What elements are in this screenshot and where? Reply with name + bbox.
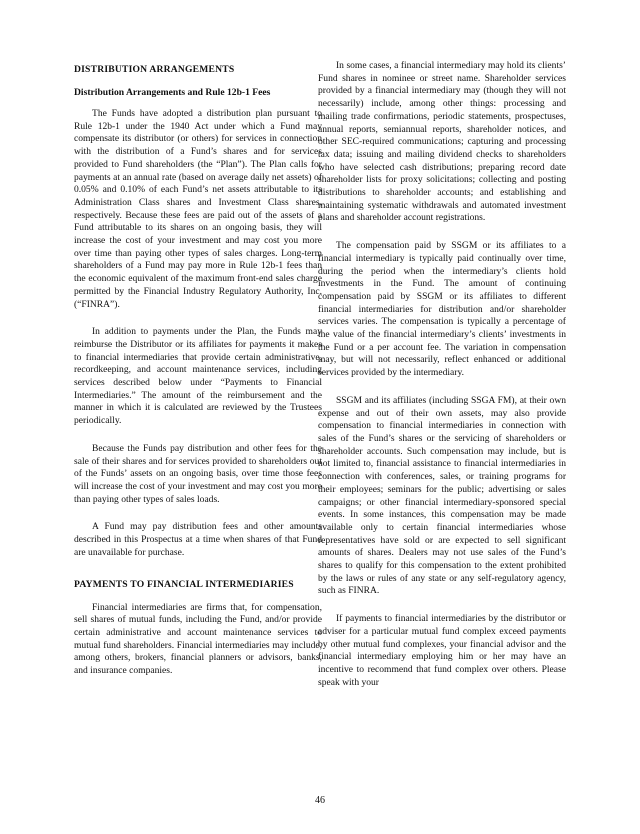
paragraph-ssgm-affiliates: SSGM and its affiliates (including SSGA FM), at their own expense and out of their own assets, may also provide compensation to financial intermediaries in connection with sales of the Fund’s shares or the servicing of shareholders or shareholder accounts. Such compensation may include, but is not limited to, financial assistance to financial intermediaries in connection with conferences, sales, or training programs for their employees; seminars for the public; advertising or sales campaigns; or other financial intermediary-sponsored special events. In some instances, this compensation may be made available only to certain financial intermediaries whose representatives have sold or are expected to sell significant amounts of shares. Dealers may not use sales of the Fund’s shares to qualify for this compensation to the extent prohibited by the laws or rules of any state or any self-regulatory agency, such as FINRA.: [318, 394, 566, 597]
paragraph-shareholder-services: In some cases, a financial intermediary may hold its clients’ Fund shares in nominee or street name. Shareholder services provided by a financial intermediary may (though they will not necessarily) include, among other things: processing and mailing trade confirmations, periodic statements, prospectuses, annual reports, semiannual reports, shareholder notices, and other SEC-required communications; capturing and processing tax data; issuing and mailing dividend checks to shareholders who have selected cash distributions; preparing record date shareholder lists for proxy solicitations; collecting and posting distributions to shareholder accounts; and establishing and maintaining systematic withdrawals and automated investment plans and shareholder account registrations.: [318, 60, 566, 224]
left-column: [74, 60, 322, 678]
paragraph-fees-over-time: Because the Funds pay distribution and other fees for the sale of their shares and for services provided to shareholders out of the Funds’ assets on an ongoing basis, over time those fees will increase the cost of your investment and may cost you more than paying other types of sales loads.: [74, 442, 322, 505]
right-column: [318, 60, 566, 689]
paragraph-compensation: The compensation paid by SSGM or its affiliates to a financial intermediary is typically paid continually over time, during the period when the intermediary’s clients hold investments in the Fund. The amount of continuing compensation paid by SSGM or its affiliates to different financial intermediaries for distribution and/or shareholder services varies. The compensation is typically a percentage of the value of the financial intermediary’s clients’ investments in the Fund or a per account fee. The variation in compensation may, but will not necessarily, reflect enhanced or additional services provided by the intermediary.: [318, 240, 566, 379]
page-number: 46: [315, 795, 325, 806]
paragraph-distribution-plan: The Funds have adopted a distribution plan pursuant to Rule 12b-1 under the 1940 Act under which a Fund may compensate its distributor (or others) for services in connection with the distribution of a Fund’s shares and for services provided to Fund shareholders (the “Plan”). The Plan calls for payments at an annual rate (based on average daily net assets) of 0.05% and 0.10% of each Fund’s net assets attributable to its Administration Class shares and Investment Class shares, respectively. Because these fees are paid out of the assets of a Fund attributable to its shares on an ongoing basis, they will increase the cost of your investment and may cost you more over time than paying other types of sales charges. Long-term shareholders of a Fund may pay more in Rule 12b-1 fees than the economic equivalent of the maximum front-end sales charge permitted by the Financial Industry Regulatory Authority, Inc. (“FINRA”).: [74, 108, 322, 310]
section-heading-payments: PAYMENTS TO FINANCIAL INTERMEDIARIES: [74, 578, 294, 590]
section-heading-distribution: DISTRIBUTION ARRANGEMENTS: [74, 64, 235, 75]
paragraph-incentive: If payments to financial intermediaries by the distributor or adviser for a particular mutual fund complex exceed payments by other mutual fund complexes, your financial advisor and the financial intermediary employing him or her may have an incentive to recommend that fund complex over others. Please speak with your: [318, 613, 566, 688]
subheading-12b1-fees: Distribution Arrangements and Rule 12b-1 Fees: [74, 87, 271, 98]
paragraph-unavailable-shares: A Fund may pay distribution fees and other amounts described in this Prospectus at a time when shares of that Fund are unavailable for purchase.: [74, 521, 322, 558]
paragraph-financial-intermediaries: Financial intermediaries are firms that, for compensation, sell shares of mutual funds, including the Fund, and/or provide certain administrative and account maintenance services to mutual fund shareholders. Financial intermediaries may include, among others, brokers, financial planners or advisors, banks, and insurance companies.: [74, 601, 322, 677]
paragraph-reimbursement: In addition to payments under the Plan, the Funds may reimburse the Distributor or its affiliates for payments it makes to financial intermediaries that provide certain administrative, recordkeeping, and account maintenance services, including services described below under “Payments to Financial Intermediaries.” The amount of the reimbursement and the manner in which it is calculated are reviewed by the Trustees periodically.: [74, 326, 322, 427]
